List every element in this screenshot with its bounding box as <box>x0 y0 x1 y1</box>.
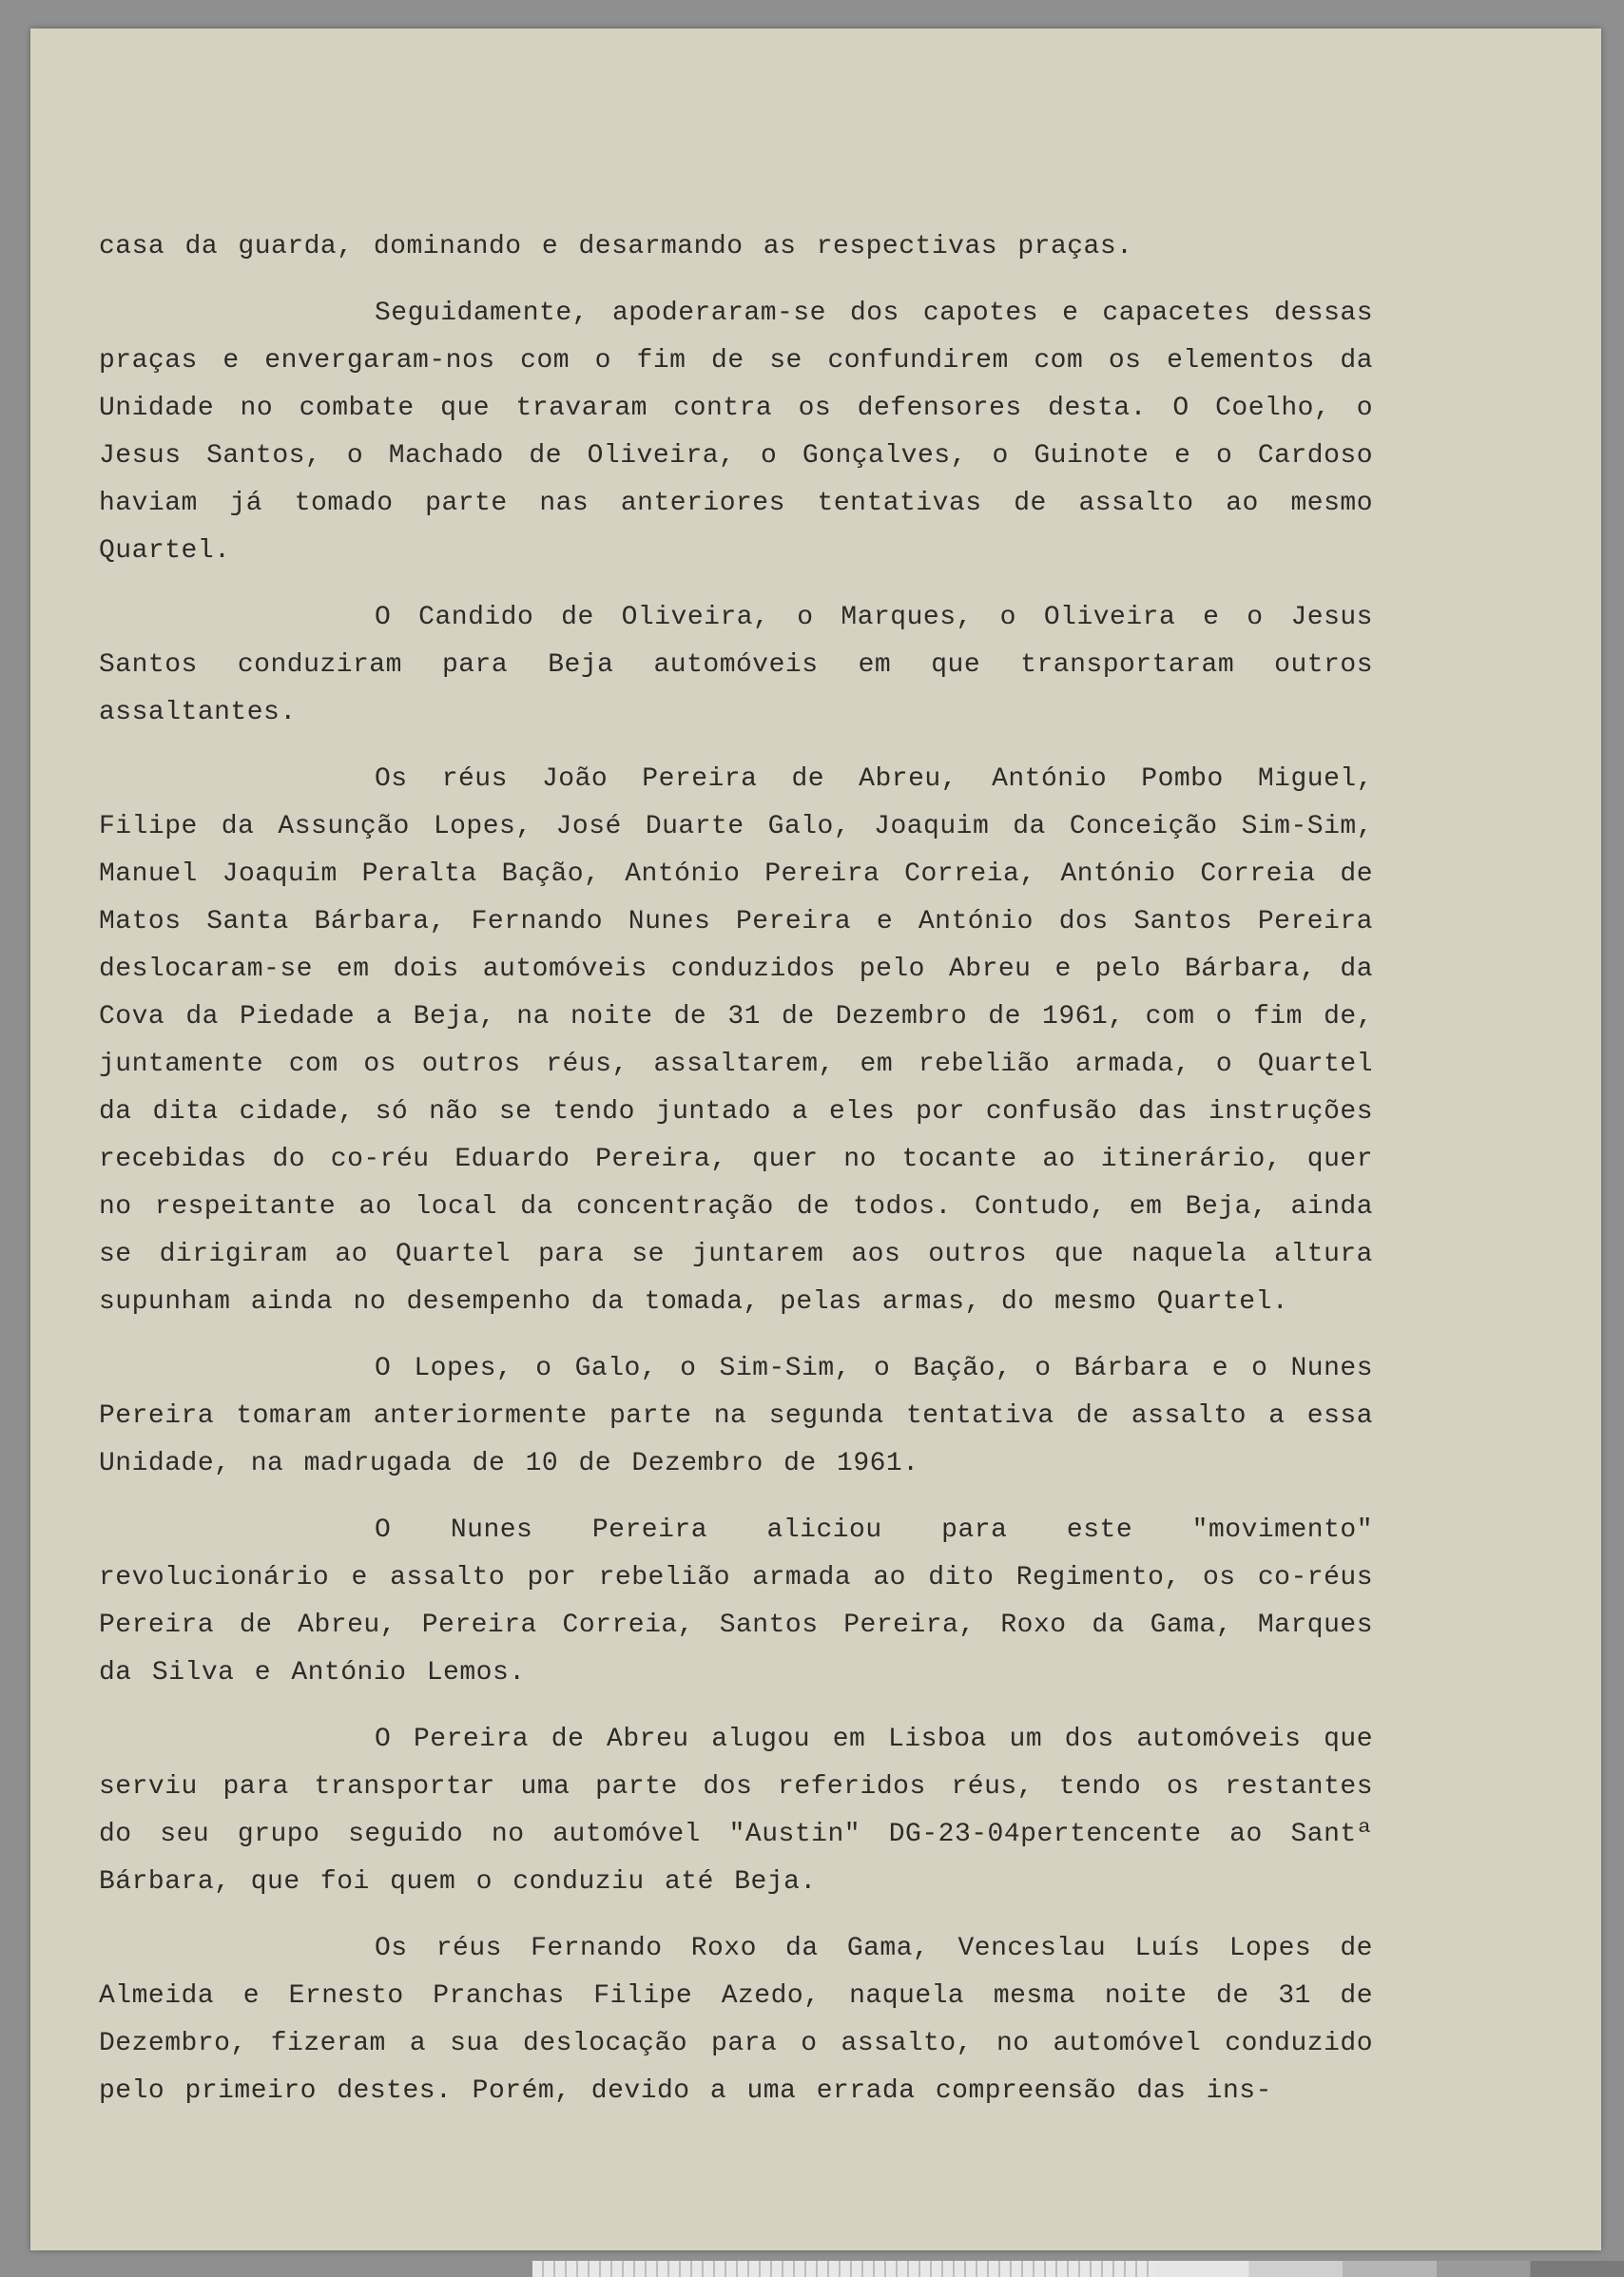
paragraph-6: O Nunes Pereira aliciou para este "movimento" revolucionário e assalto por rebelião armada ao dito Regimento, os co-réus Pereira de Abreu, Pereira Correia, Santos Pereira, Roxo da Gama, Marques da Silva e António Lemos. <box>99 1515 1373 1688</box>
paragraph-8: Os réus Fernando Roxo da Gama, Venceslau Luís Lopes de Almeida e Ernesto Pranchas Filipe Azedo, naquela mesma noite de 31 de Dezembro, fizeram a sua deslocação para o assalto, no automóvel conduzido pelo primeiro destes. Porém, devido a uma errada compreensão das ins- <box>99 1934 1373 2106</box>
paragraph-5: O Lopes, o Galo, o Sim-Sim, o Bação, o Bárbara e o Nunes Pereira tomaram anteriormente parte na segunda tentativa de assalto a essa Unidade, na madrugada de 10 de Dezembro de 1961. <box>99 1354 1373 1478</box>
typed-page <box>30 29 1601 2250</box>
paragraph-1: casa da guarda, dominando e desarmando as respectivas praças. <box>99 232 1133 261</box>
paragraph-4: Os réus João Pereira de Abreu, António Pombo Miguel, Filipe da Assunção Lopes, José Duarte Galo, Joaquim da Conceição Sim-Sim, Manuel Joaquim Peralta Bação, António Pereira Correia, António Correia de Matos Santa Bárbara, Fernando Nunes Pereira e António dos Santos Pereira deslocaram-se em dois automóveis conduzidos pelo Abreu e pelo Bárbara, da Cova da Piedade a Beja, na noite de 31 de Dezembro de 1961, com o fim de, juntamente com os outros réus, assaltarem, em rebelião armada, o Quartel da dita cidade, só não se tendo juntado a eles por confusão das instruções recebidas do co-réu Eduardo Pereira, quer no tocante ao itinerário, quer no respeitante ao local da concentração de todos. Contudo, em Beja, ainda se dirigiram ao Quartel para se juntarem aos outros que naquela altura supunham ainda no desempenho da tomada, pelas armas, do mesmo Quartel. <box>99 764 1373 1317</box>
typed-text-body <box>99 223 1373 2134</box>
paragraph-3: O Candido de Oliveira, o Marques, o Oliveira e o Jesus Santos conduziram para Beja automóveis em que transportaram outros assaltantes. <box>99 603 1373 727</box>
paragraph-7: O Pereira de Abreu alugou em Lisboa um dos automóveis que serviu para transportar uma parte dos referidos réus, tendo os restantes do seu grupo seguido no automóvel "Austin" DG-23-04pertencente ao Santª Bárbara, que foi quem o conduziu até Beja. <box>99 1725 1373 1897</box>
grayscale-strip <box>1155 2261 1624 2277</box>
scale-ruler <box>532 2261 1160 2277</box>
paragraph-2: Seguidamente, apoderaram-se dos capotes e capacetes dessas praças e envergaram-nos com o fim de se confundirem com os elementos da Unidade no combate que travaram contra os defensores desta. O Coelho, o Jesus Santos, o Machado de Oliveira, o Gonçalves, o Guinote e o Cardoso haviam já tomado parte nas anteriores tentativas de assalto ao mesmo Quartel. <box>99 299 1373 566</box>
